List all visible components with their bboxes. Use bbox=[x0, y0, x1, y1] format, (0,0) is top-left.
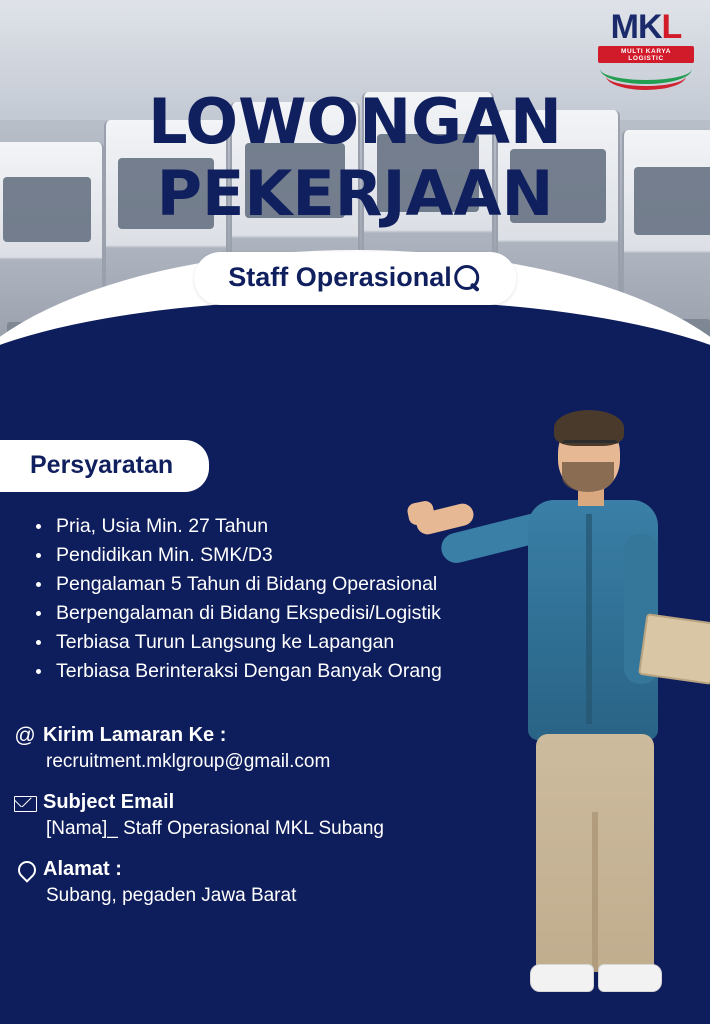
at-icon: @ bbox=[14, 723, 36, 747]
person-shirt-placket bbox=[586, 514, 592, 724]
envelope-icon bbox=[14, 792, 36, 814]
list-item: Pengalaman 5 Tahun di Bidang Operasional bbox=[52, 570, 522, 599]
company-logo bbox=[598, 10, 694, 80]
title-line-2: PEKERJAAN bbox=[156, 157, 554, 230]
email-value: recruitment.mklgroup@gmail.com bbox=[46, 751, 331, 772]
list-item: Berpengalaman di Bidang Ekspedisi/Logistik bbox=[52, 599, 522, 628]
address-row bbox=[14, 858, 494, 907]
person-shoe-right bbox=[598, 964, 662, 992]
email-row bbox=[14, 724, 494, 773]
list-item: Terbiasa Berinteraksi Dengan Banyak Orang bbox=[52, 657, 522, 686]
requirements-heading-badge bbox=[0, 440, 209, 492]
subject-row bbox=[14, 791, 494, 840]
person-photo bbox=[410, 404, 710, 1024]
person-beard bbox=[562, 462, 614, 492]
logo-tagline: MULTI KARYA LOGISTIC bbox=[598, 46, 694, 63]
requirements-list bbox=[26, 512, 522, 686]
requirements-heading: Persyaratan bbox=[30, 451, 174, 479]
person-shoe-left bbox=[530, 964, 594, 992]
position-title: Staff Operasional bbox=[228, 262, 452, 292]
subject-heading bbox=[14, 791, 494, 814]
glasses-icon bbox=[562, 440, 618, 455]
list-item: Terbiasa Turun Langsung ke Lapangan bbox=[52, 628, 522, 657]
list-item: Pendidikan Min. SMK/D3 bbox=[52, 541, 522, 570]
address-value: Subang, pegaden Jawa Barat bbox=[46, 885, 297, 906]
address-label: Alamat : bbox=[43, 858, 122, 880]
title-line-1: LOWONGAN bbox=[148, 85, 562, 158]
location-pin-shape bbox=[14, 857, 39, 882]
address-heading bbox=[14, 858, 494, 881]
poster-title bbox=[0, 86, 710, 230]
subject-label: Subject Email bbox=[43, 791, 175, 813]
location-pin-icon bbox=[14, 859, 36, 881]
email-label: Kirim Lamaran Ke : bbox=[43, 724, 227, 746]
subject-value: [Nama]_ Staff Operasional MKL Subang bbox=[46, 818, 384, 839]
logo-wordmark-text: MKL bbox=[610, 8, 682, 46]
person-pants-seam bbox=[592, 812, 598, 972]
position-badge bbox=[194, 252, 516, 305]
list-item: Pria, Usia Min. 27 Tahun bbox=[52, 512, 522, 541]
logo-swoosh-red bbox=[606, 62, 686, 90]
envelope-flap bbox=[15, 797, 34, 807]
logo-wordmark bbox=[611, 10, 682, 44]
clipboard-icon bbox=[638, 613, 710, 685]
email-heading bbox=[14, 724, 494, 747]
magnifier-icon bbox=[452, 263, 482, 293]
contact-section bbox=[14, 724, 494, 925]
